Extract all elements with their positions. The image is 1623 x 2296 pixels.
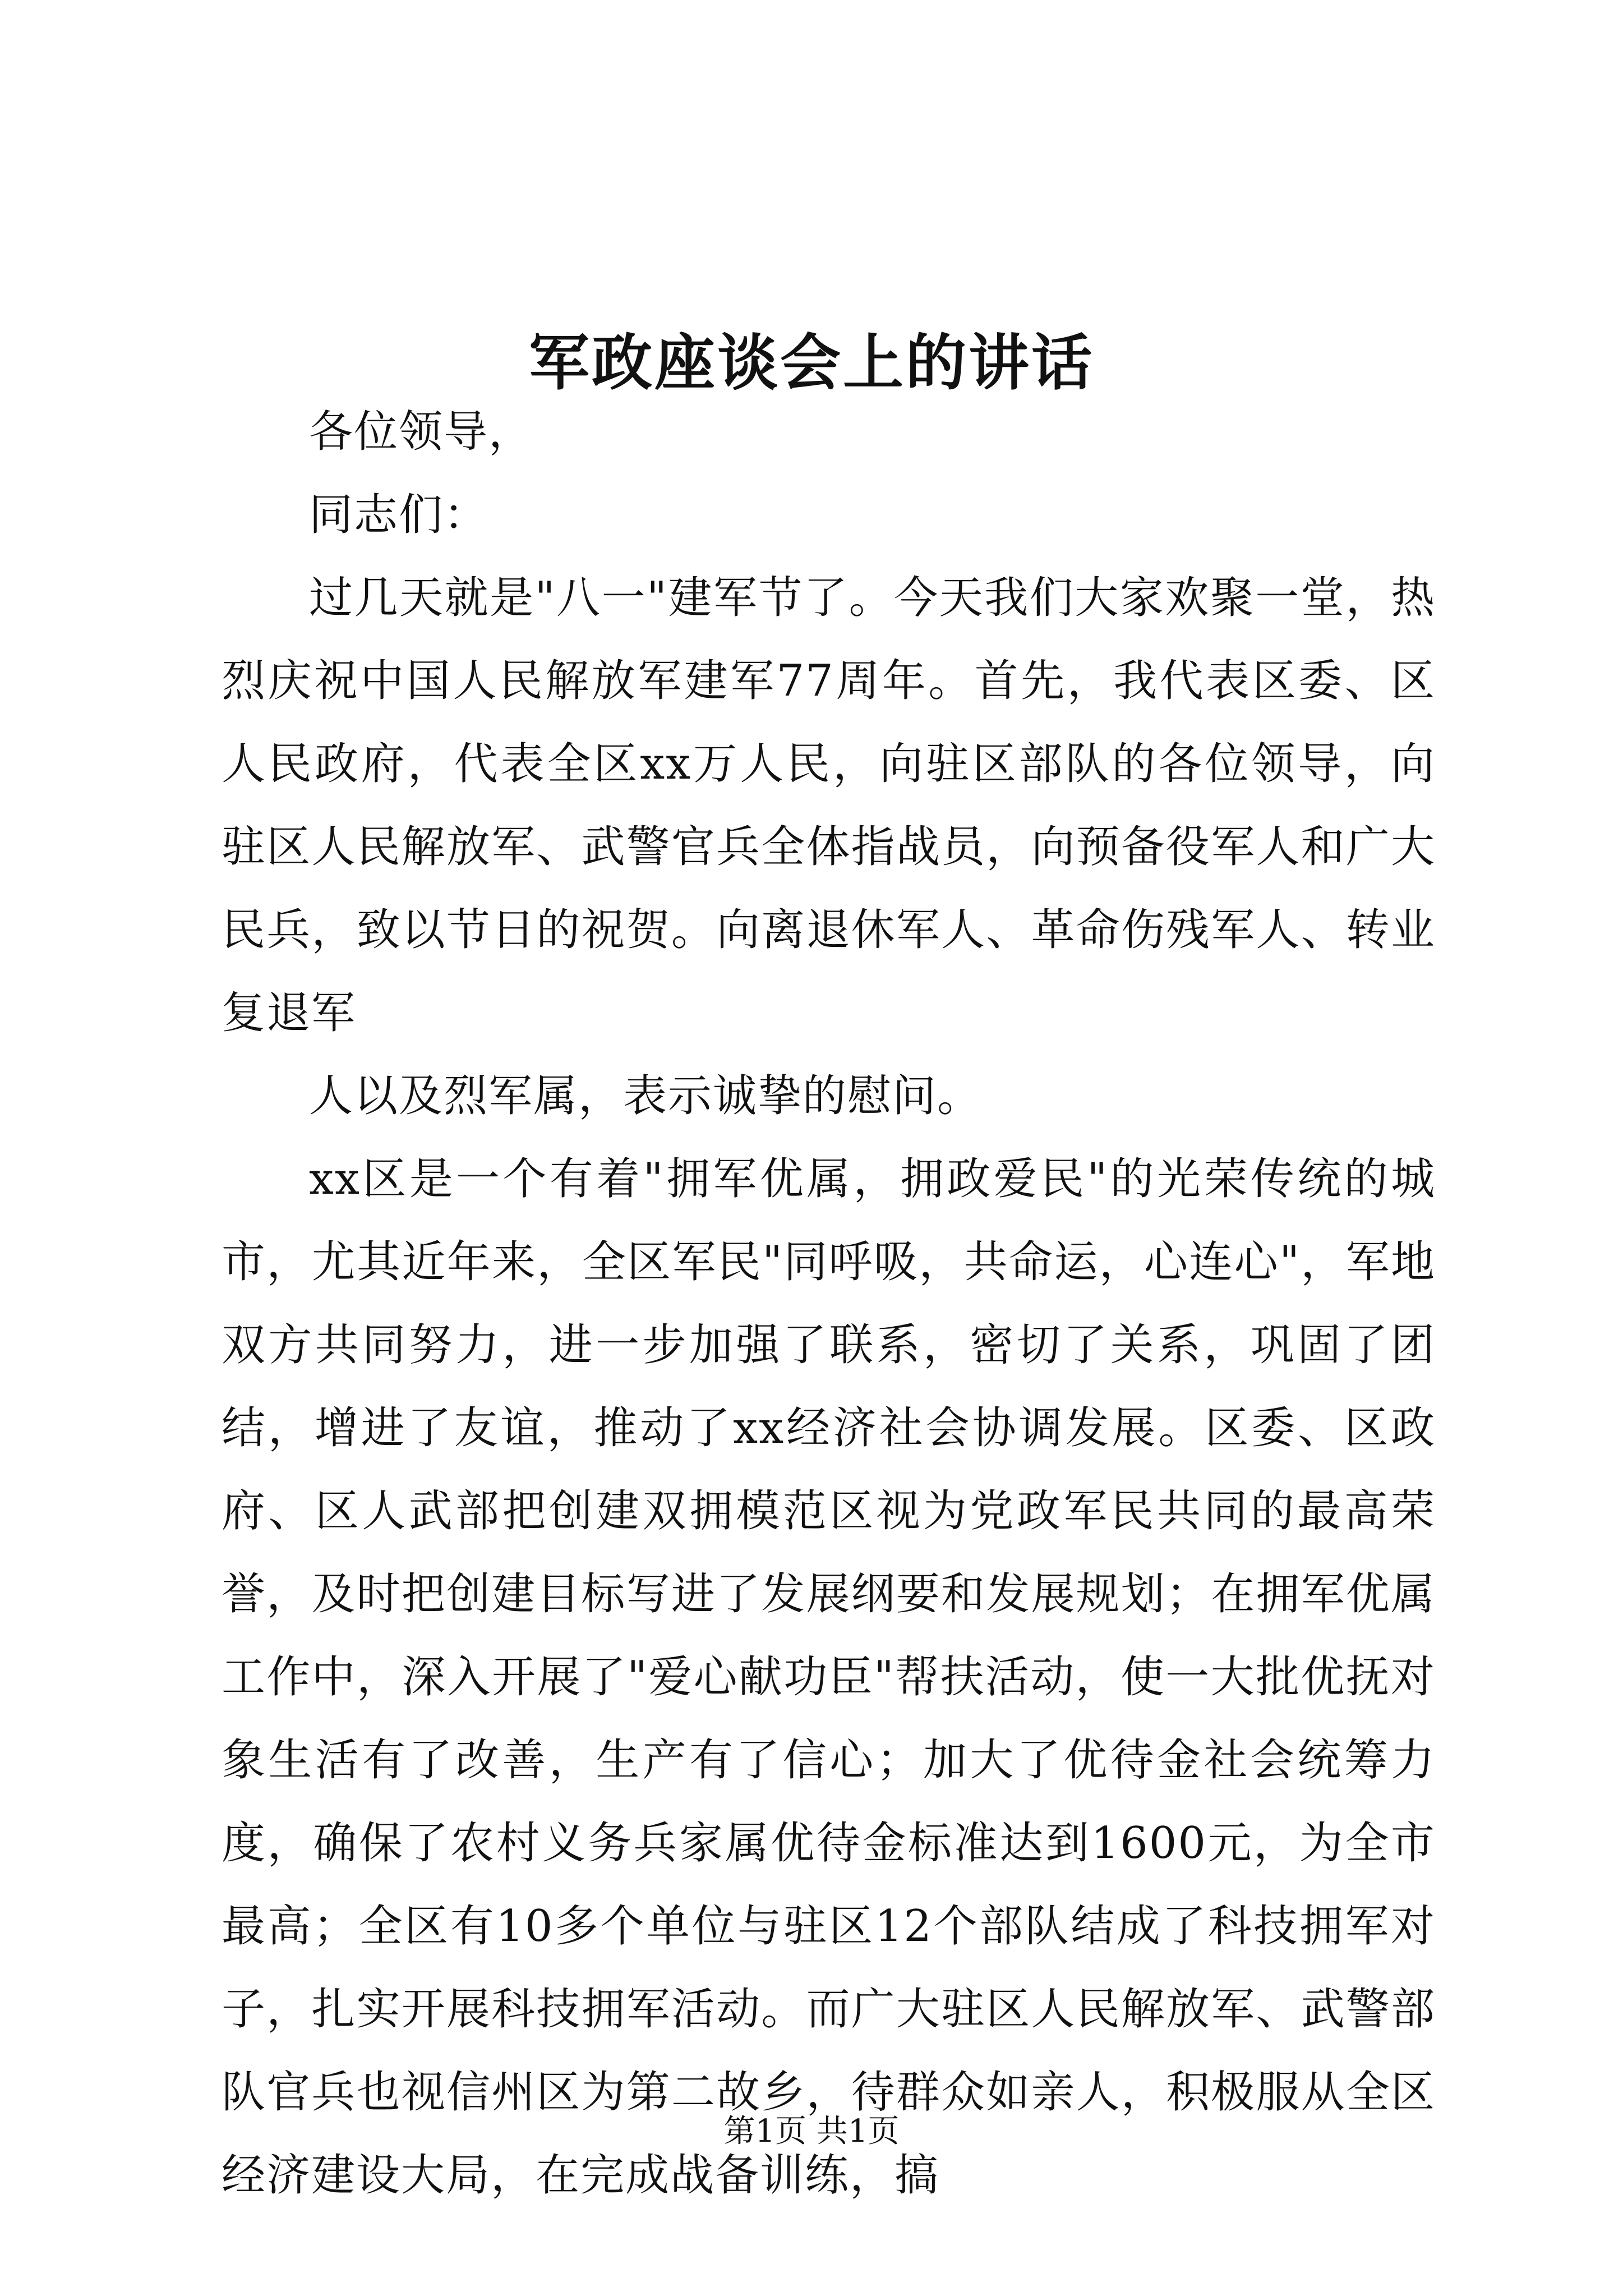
paragraph-greetings-continued: 人以及烈军属，表示诚挚的慰问。	[309, 1071, 983, 1121]
paragraph-district-tradition: xx区是一个有着"拥军优属，拥政爱民"的光荣传统的城市，尤其近年来，全区军民"同呼吸，共命运，心连心"，军地双方共同努力，进一步加强了联系，密切了关系，巩固了团结，增进了友谊，推动了xx经济社会协调发展。区委、区政府、区人武部把创建双拥模范区视为党政军民共同的最高荣誉，及时把创建目标写进了发展纲要和发展规划；在拥军优属工作中，深入开展了"爱心献功臣"帮扶活动，使一大批优抚对象生活有了改善，生产有了信心；加大了优待金社会统筹力度，确保了农村义务兵家属优待金标准达到1600元，为全市最高；全区有10多个单位与驻区12个部队结成了科技拥军对子，扎实开展科技拥军活动。而广大驻区人民解放军、武警部队官兵也视信州区为第二故乡，待群众如亲人，积极服从全区经济建设大局，在完成战备训练，搞	[222, 1154, 1436, 2201]
document-title: 军政座谈会上的讲话	[528, 328, 1094, 399]
document-body	[222, 390, 1436, 2217]
salutation-leaders: 各位领导，	[309, 407, 534, 457]
paragraph-greetings: 过几天就是"八一"建军节了。今天我们大家欢聚一堂，热烈庆祝中国人民解放军建军77周年。首先，我代表区委、区人民政府，代表全区xx万人民，向驻区部队的各位领导，向驻区人民解放军、武警官兵全体指战员，向预备役军人和广大民兵，致以节日的祝贺。向离退休军人、革命伤残军人、转业复退军	[222, 573, 1436, 1038]
page-footer: 第1页 共1页	[723, 2113, 900, 2150]
salutation-comrades: 同志们：	[309, 490, 489, 540]
